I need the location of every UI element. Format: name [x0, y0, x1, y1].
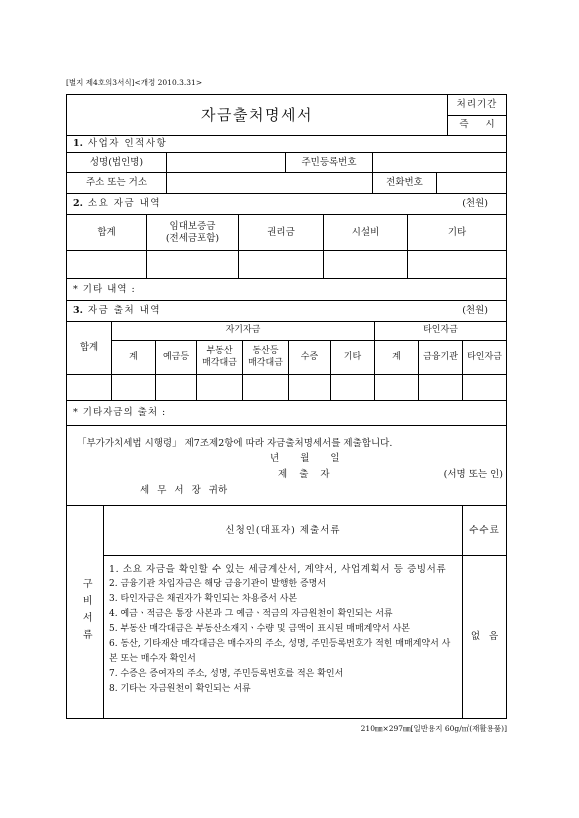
list-item: 4. 예금ㆍ적금은 통장 사본과 그 예금ㆍ적금의 자금원천이 확인되는 서류	[109, 609, 393, 619]
section3-subcolumn-row	[112, 341, 506, 374]
section2-heading	[73, 198, 161, 210]
own-funds-col-real-estate-line1: 부동산	[206, 346, 233, 357]
fee-header: 수수료	[463, 506, 506, 556]
declaration-block	[67, 426, 506, 506]
own-funds-col-deposits: 예금등	[156, 341, 197, 374]
signature-note: (서명 또는 인)	[443, 469, 503, 480]
name-row	[67, 153, 506, 173]
own-funds-col-sum: 계	[112, 341, 156, 374]
processing-period-label: 처리기간	[448, 95, 506, 116]
section3-number: 3.	[73, 305, 83, 317]
list-item: 7. 수증은 증여자의 주소, 성명, 주민등록번호를 적은 확인서	[109, 669, 344, 679]
section2-col-total-label: 합계	[97, 226, 116, 238]
others-funds-col-private: 타인자금	[467, 351, 502, 362]
section3-header-row	[67, 301, 506, 322]
section3-column-header-row	[67, 322, 506, 375]
own-other-value-cell	[331, 375, 375, 400]
own-funds-group: 자기자금	[112, 322, 375, 340]
fee-value: 없 음	[470, 631, 499, 643]
section2-col-deposit-label	[166, 221, 219, 245]
address-value-cell	[167, 173, 373, 193]
fee-column	[463, 506, 506, 718]
title-row	[67, 95, 506, 136]
title-cell	[67, 95, 448, 135]
section2-deposit-value-cell	[147, 251, 239, 278]
section2-other-details-row	[67, 279, 506, 301]
own-sum-value-cell	[112, 375, 156, 400]
others-private-value-cell	[463, 375, 506, 400]
submitter-label: 제 출 자	[278, 469, 330, 480]
section1-title: 사업자 인적사항	[87, 138, 168, 150]
section2-header-row	[67, 194, 506, 215]
section3-column-groups	[112, 322, 506, 374]
name-label: 성명(법인명)	[67, 153, 167, 172]
required-documents-side-label: 구비서류	[80, 578, 92, 646]
processing-period-cell	[448, 95, 506, 135]
section3-title: 자금 출처 내역	[87, 305, 162, 317]
section2-col-other-label: 기타	[447, 226, 467, 238]
own-funds-col-movables	[243, 341, 289, 374]
section3-col-total-label: 합계	[79, 342, 99, 354]
form-code: [별지 제4호의3서식]<개정 2010.3.31>	[66, 78, 203, 87]
address-label: 주소 또는 거소	[67, 173, 167, 193]
section3-group-row	[112, 322, 506, 341]
required-documents-side-cell	[67, 506, 104, 718]
section2-col-deposit-line1: 임대보증금	[169, 220, 216, 232]
section2-col-facility-label: 시설비	[351, 226, 380, 238]
section2-unit: (천원)	[462, 198, 488, 210]
own-funds-col-real-estate-line2: 매각대금	[202, 357, 237, 368]
name-value-cell	[167, 153, 286, 172]
section3-heading	[73, 305, 161, 317]
declaration-statement: 「부가가치세법 시행령」 제7조제2항에 따라 자금출처명세서를 제출합니다.	[77, 438, 393, 449]
section2-col-facility	[324, 215, 408, 250]
section1-header-row	[67, 136, 506, 153]
phone-label: 전화번호	[373, 173, 437, 193]
list-item: 2. 금융기관 차입자금은 해당 금융기관이 발행한 증명서	[109, 579, 327, 589]
section3-col-total	[67, 322, 112, 374]
own-funds-col-movables-label	[248, 346, 283, 369]
list-item: 8. 기타는 자금원천이 확인되는 서류	[109, 684, 251, 694]
address-row	[67, 173, 506, 194]
list-item: 6. 동산, 기타재산 매각대금은 매수자의 주소, 성명, 주민등록번호가 적힌 매매계약서 사본 또는 매수자 확인서	[109, 639, 451, 664]
section2-data-row	[67, 251, 506, 279]
own-movables-value-cell	[243, 375, 289, 400]
declaration-date: 년 월 일	[270, 453, 340, 464]
section3-header	[67, 301, 506, 321]
own-real-estate-value-cell	[197, 375, 243, 400]
section2-col-deposit-line2: (전세금포함)	[165, 232, 220, 244]
section2-number: 2.	[73, 198, 83, 210]
others-funds-col-sum: 계	[375, 341, 419, 374]
section2-facility-value-cell	[324, 251, 408, 278]
section1-header	[67, 136, 506, 152]
own-funds-col-real-estate-label	[202, 346, 237, 369]
list-item: 5. 부동산 매각대금은 부동산소재지ㆍ수량 및 금액이 표시된 매매계약서 사본	[109, 624, 410, 634]
section2-col-premium-label: 권리금	[267, 226, 295, 238]
required-documents-header: 신청인(대표자) 제출서류	[104, 506, 462, 556]
own-funds-col-movables-line1: 동산등	[252, 346, 279, 357]
section2-col-deposit	[147, 215, 239, 250]
required-documents-list	[104, 556, 462, 718]
section2-total-value-cell	[67, 251, 147, 278]
others-funds-group: 타인자금	[423, 325, 458, 336]
section2-col-total	[67, 215, 147, 250]
section3-other-source-row	[67, 401, 506, 426]
own-funds-col-other: 기타	[331, 341, 375, 374]
section3-data-row	[67, 375, 506, 401]
addressee: 세 무 서 장 귀하	[140, 485, 228, 496]
own-funds-col-real-estate	[197, 341, 243, 374]
list-item: 3. 타인자금은 채권자가 확인되는 차용증서 사본	[109, 594, 298, 604]
required-documents-main	[104, 506, 463, 718]
section3-other-source-label: * 기타자금의 출처 :	[73, 407, 167, 419]
section3-unit: (천원)	[462, 305, 488, 317]
required-documents-block	[67, 506, 506, 718]
others-financial-value-cell	[419, 375, 463, 400]
section1-number: 1.	[73, 138, 83, 150]
rrn-label: 주민등록번호	[286, 153, 373, 172]
others-funds-col-financial: 금융기관	[419, 341, 463, 374]
list-item: 1. 소요 자금을 확인할 수 있는 세금계산서, 계약서, 사업계획서 등 증빙서류	[109, 564, 447, 575]
form-title: 자금출처명세서	[201, 105, 313, 124]
others-sum-value-cell	[375, 375, 419, 400]
phone-value-cell	[437, 173, 506, 193]
section2-premium-value-cell	[239, 251, 324, 278]
own-funds-col-movables-line2: 매각대금	[248, 357, 283, 368]
own-deposits-value-cell	[156, 375, 197, 400]
processing-period-value: 즉 시	[459, 119, 495, 131]
section2-other-details-label: * 기타 내역 :	[73, 283, 136, 295]
rrn-value-cell	[373, 153, 506, 172]
paper-spec: 210㎜×297㎜[일반용지 60g/㎡(재활용품)]	[360, 724, 507, 733]
fund-source-statement-form	[66, 94, 507, 719]
section2-column-header-row	[67, 215, 506, 251]
section3-total-value-cell	[67, 375, 112, 400]
section2-title: 소요 자금 내역	[87, 198, 162, 210]
own-gift-value-cell	[289, 375, 331, 400]
section2-other-value-cell	[408, 251, 506, 278]
own-funds-col-gift: 수증	[289, 341, 331, 374]
section2-col-premium	[239, 215, 324, 250]
section2-col-other	[408, 215, 506, 250]
section2-header	[67, 194, 506, 214]
